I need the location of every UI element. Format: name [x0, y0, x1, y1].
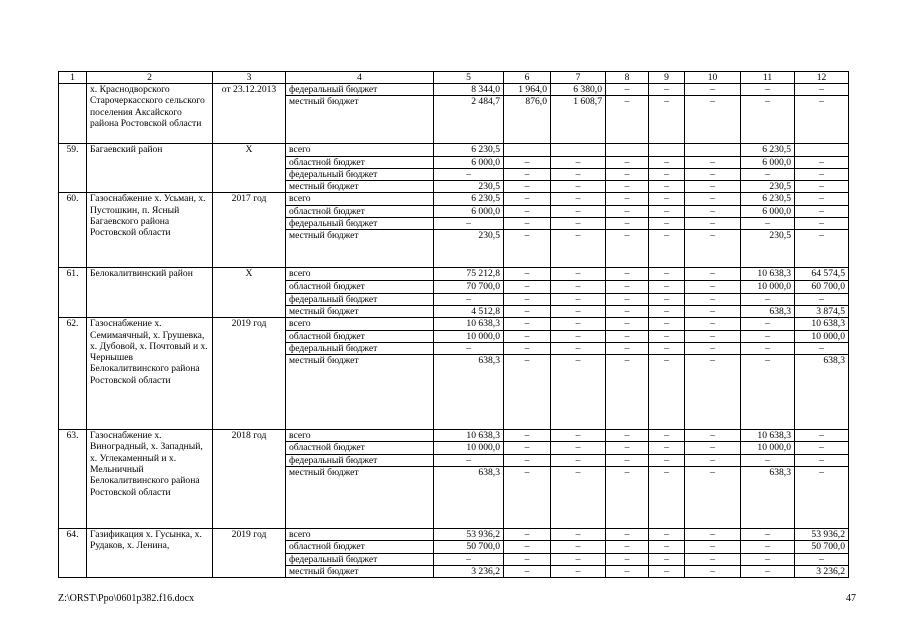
amount-cell: – — [649, 205, 685, 217]
amount-cell: – — [434, 454, 504, 466]
amount-cell: – — [741, 454, 795, 466]
amount-cell: – — [606, 442, 649, 454]
amount-cell: – — [606, 193, 649, 205]
amount-cell: – — [551, 342, 606, 354]
amount-cell — [685, 144, 741, 156]
table-row — [59, 144, 849, 156]
amount-cell: – — [606, 342, 649, 354]
amount-cell: – — [649, 541, 685, 553]
amount-cell: – — [795, 467, 849, 529]
amount-cell: – — [649, 454, 685, 466]
funding-source-label: федеральный бюджет — [286, 168, 434, 180]
amount-cell: – — [551, 430, 606, 442]
amount-cell: 75 212,8 — [434, 268, 504, 281]
table-row — [59, 529, 849, 541]
funding-source-label: всего — [286, 318, 434, 330]
amount-cell: 50 700,0 — [795, 541, 849, 553]
funding-source-label: местный бюджет — [286, 181, 434, 193]
amount-cell: – — [685, 529, 741, 541]
amount-cell: – — [504, 454, 551, 466]
amount-cell: – — [685, 218, 741, 230]
amount-cell: – — [685, 205, 741, 217]
amount-cell: – — [741, 342, 795, 354]
funding-source-label: областной бюджет — [286, 330, 434, 342]
amount-cell — [795, 144, 849, 156]
item-name: Газоснабжение х. Семимаячный, х. Грушевка, х. Дубовой, х. Почтовый и х. Чернышев Белокалитвинского района Ростовской области — [87, 318, 213, 430]
amount-cell: – — [504, 305, 551, 317]
amount-cell: – — [551, 565, 606, 577]
amount-cell: – — [795, 454, 849, 466]
amount-cell: – — [685, 442, 741, 454]
amount-cell: – — [551, 529, 606, 541]
amount-cell: – — [606, 218, 649, 230]
amount-cell: – — [606, 430, 649, 442]
column-number-header: 2 — [87, 72, 213, 84]
amount-cell: 638,3 — [795, 355, 849, 430]
item-name: Газоснабжение х. Виноградный, х. Западный, х. Углекаменный и х. Мельничный Белокалитвинского района Ростовской области — [87, 430, 213, 529]
amount-cell: – — [551, 156, 606, 168]
column-number-header: 10 — [685, 72, 741, 84]
funding-source-label: федеральный бюджет — [286, 553, 434, 565]
amount-cell: 50 700,0 — [434, 541, 504, 553]
amount-cell: – — [606, 168, 649, 180]
amount-cell: – — [741, 529, 795, 541]
amount-cell: 10 638,3 — [434, 430, 504, 442]
amount-cell: 6 230,5 — [741, 193, 795, 205]
amount-cell: – — [649, 293, 685, 305]
amount-cell: – — [741, 84, 795, 96]
amount-cell: – — [504, 230, 551, 268]
column-number-header: 3 — [213, 72, 286, 84]
amount-cell: 1 964,0 — [504, 84, 551, 96]
amount-cell: 6 000,0 — [434, 205, 504, 217]
amount-cell: 638,3 — [434, 355, 504, 430]
amount-cell: 53 936,2 — [795, 529, 849, 541]
item-name: х. Краснодворского Старочеркасского сельского поселения Аксайского района Ростовской области — [87, 84, 213, 144]
amount-cell: – — [551, 454, 606, 466]
amount-cell: – — [685, 318, 741, 330]
amount-cell — [649, 144, 685, 156]
amount-cell: 230,5 — [434, 181, 504, 193]
amount-cell — [551, 144, 606, 156]
column-number-header: 7 — [551, 72, 606, 84]
funding-source-label: федеральный бюджет — [286, 218, 434, 230]
amount-cell: – — [504, 218, 551, 230]
amount-cell: – — [649, 305, 685, 317]
amount-cell: – — [685, 156, 741, 168]
amount-cell: – — [649, 281, 685, 293]
funding-source-label: всего — [286, 529, 434, 541]
funding-source-label: всего — [286, 193, 434, 205]
amount-cell: – — [551, 181, 606, 193]
amount-cell: – — [649, 355, 685, 430]
amount-cell: – — [795, 230, 849, 268]
amount-cell: – — [741, 330, 795, 342]
item-number: 63. — [59, 430, 87, 529]
amount-cell: – — [685, 553, 741, 565]
funding-source-label: федеральный бюджет — [286, 293, 434, 305]
amount-cell: – — [649, 156, 685, 168]
amount-cell: – — [434, 342, 504, 354]
item-number: 60. — [59, 193, 87, 268]
amount-cell: – — [795, 84, 849, 96]
amount-cell: 10 638,3 — [434, 318, 504, 330]
amount-cell: – — [795, 168, 849, 180]
amount-cell: – — [685, 430, 741, 442]
amount-cell: 1 608,7 — [551, 96, 606, 144]
amount-cell: – — [434, 168, 504, 180]
table-row — [59, 430, 849, 442]
amount-cell: 10 000,0 — [434, 330, 504, 342]
funding-source-label: областной бюджет — [286, 442, 434, 454]
amount-cell: 53 936,2 — [434, 529, 504, 541]
funding-source-label: федеральный бюджет — [286, 454, 434, 466]
item-name: Газоснабжение х. Усьман, х. Пустошкин, п. Ясный Багаевского района Ростовской области — [87, 193, 213, 268]
amount-cell: – — [504, 318, 551, 330]
amount-cell: 3 236,2 — [434, 565, 504, 577]
amount-cell: – — [504, 268, 551, 281]
funding-source-label: областной бюджет — [286, 205, 434, 217]
amount-cell: 6 380,0 — [551, 84, 606, 96]
amount-cell: – — [551, 467, 606, 529]
funding-source-label: всего — [286, 430, 434, 442]
amount-cell: – — [685, 293, 741, 305]
amount-cell: 2 484,7 — [434, 96, 504, 144]
amount-cell: – — [649, 467, 685, 529]
amount-cell: 3 236,2 — [795, 565, 849, 577]
amount-cell: – — [606, 467, 649, 529]
amount-cell: – — [795, 553, 849, 565]
amount-cell: – — [741, 293, 795, 305]
amount-cell: – — [685, 454, 741, 466]
column-number-header: 9 — [649, 72, 685, 84]
amount-cell: – — [606, 305, 649, 317]
funding-source-label: местный бюджет — [286, 467, 434, 529]
amount-cell: – — [504, 342, 551, 354]
amount-cell: 10 000,0 — [741, 442, 795, 454]
funding-source-label: областной бюджет — [286, 541, 434, 553]
amount-cell: 6 230,5 — [434, 193, 504, 205]
amount-cell — [606, 144, 649, 156]
amount-cell: – — [434, 293, 504, 305]
amount-cell: – — [685, 342, 741, 354]
amount-cell: – — [649, 268, 685, 281]
amount-cell: – — [551, 553, 606, 565]
amount-cell: – — [685, 541, 741, 553]
amount-cell: – — [685, 467, 741, 529]
amount-cell: – — [504, 156, 551, 168]
amount-cell: – — [649, 330, 685, 342]
funding-source-label: всего — [286, 144, 434, 156]
amount-cell: – — [741, 96, 795, 144]
amount-cell: – — [504, 355, 551, 430]
amount-cell: – — [551, 218, 606, 230]
item-name: Белокалитвинский район — [87, 268, 213, 318]
funding-source-label: федеральный бюджет — [286, 342, 434, 354]
amount-cell: – — [551, 281, 606, 293]
item-number — [59, 84, 87, 144]
column-number-header: 12 — [795, 72, 849, 84]
amount-cell: – — [649, 442, 685, 454]
amount-cell: – — [606, 318, 649, 330]
amount-cell: – — [649, 565, 685, 577]
amount-cell: 10 638,3 — [795, 318, 849, 330]
amount-cell: – — [685, 355, 741, 430]
amount-cell: – — [504, 281, 551, 293]
funding-source-label: федеральный бюджет — [286, 84, 434, 96]
amount-cell: – — [551, 268, 606, 281]
amount-cell: 10 000,0 — [741, 281, 795, 293]
amount-cell: – — [795, 218, 849, 230]
amount-cell: – — [504, 467, 551, 529]
amount-cell: – — [551, 355, 606, 430]
amount-cell: 10 638,3 — [741, 430, 795, 442]
amount-cell: 10 000,0 — [434, 442, 504, 454]
amount-cell: – — [741, 218, 795, 230]
amount-cell: – — [504, 168, 551, 180]
amount-cell: – — [795, 293, 849, 305]
amount-cell: 230,5 — [741, 230, 795, 268]
amount-cell: – — [606, 553, 649, 565]
amount-cell: 3 874,5 — [795, 305, 849, 317]
table-row — [59, 318, 849, 330]
amount-cell: – — [551, 330, 606, 342]
amount-cell: – — [606, 181, 649, 193]
amount-cell: – — [685, 84, 741, 96]
item-date: 2019 год — [213, 318, 286, 430]
amount-cell: – — [795, 156, 849, 168]
budget-table — [58, 71, 849, 578]
amount-cell: – — [649, 96, 685, 144]
amount-cell: – — [551, 293, 606, 305]
column-number-header: 1 — [59, 72, 87, 84]
amount-cell: – — [606, 281, 649, 293]
amount-cell: – — [551, 442, 606, 454]
amount-cell: – — [649, 430, 685, 442]
amount-cell: 6 000,0 — [741, 205, 795, 217]
amount-cell: 10 000,0 — [795, 330, 849, 342]
item-number: 59. — [59, 144, 87, 193]
amount-cell: – — [606, 268, 649, 281]
amount-cell: – — [606, 96, 649, 144]
amount-cell: – — [606, 454, 649, 466]
amount-cell: – — [606, 230, 649, 268]
amount-cell: – — [685, 96, 741, 144]
amount-cell: – — [649, 230, 685, 268]
amount-cell: – — [551, 230, 606, 268]
amount-cell: – — [685, 565, 741, 577]
amount-cell: – — [649, 553, 685, 565]
footer-file-path: Z:\ORST\Ppo\0601p382.f16.docx — [58, 593, 195, 604]
amount-cell: 6 000,0 — [434, 156, 504, 168]
amount-cell: 638,3 — [741, 467, 795, 529]
amount-cell: – — [649, 84, 685, 96]
amount-cell: – — [606, 205, 649, 217]
amount-cell: – — [685, 168, 741, 180]
amount-cell: 60 700,0 — [795, 281, 849, 293]
item-name: Газификация х. Гусынка, х. Рудаков, х. Ленина, — [87, 529, 213, 578]
item-number: 64. — [59, 529, 87, 578]
amount-cell: – — [606, 156, 649, 168]
amount-cell: – — [685, 181, 741, 193]
table-row — [59, 84, 849, 96]
column-number-header: 8 — [606, 72, 649, 84]
column-number-header: 11 — [741, 72, 795, 84]
amount-cell: – — [649, 342, 685, 354]
footer-page-number: 47 — [846, 593, 856, 604]
amount-cell: – — [741, 553, 795, 565]
amount-cell: – — [504, 330, 551, 342]
amount-cell: – — [741, 168, 795, 180]
amount-cell: – — [795, 181, 849, 193]
amount-cell: – — [795, 342, 849, 354]
item-date: 2017 год — [213, 193, 286, 268]
amount-cell: – — [504, 193, 551, 205]
amount-cell: – — [685, 330, 741, 342]
column-number-header: 5 — [434, 72, 504, 84]
table-row — [59, 268, 849, 281]
amount-cell: – — [504, 181, 551, 193]
funding-source-label: местный бюджет — [286, 355, 434, 430]
amount-cell: 876,0 — [504, 96, 551, 144]
amount-cell: 64 574,5 — [795, 268, 849, 281]
item-date: 2018 год — [213, 430, 286, 529]
amount-cell: 70 700,0 — [434, 281, 504, 293]
amount-cell: – — [504, 541, 551, 553]
amount-cell: 8 344,0 — [434, 84, 504, 96]
amount-cell: – — [685, 305, 741, 317]
amount-cell: – — [795, 96, 849, 144]
amount-cell: – — [649, 529, 685, 541]
item-date: Х — [213, 268, 286, 318]
item-date: 2019 год — [213, 529, 286, 578]
amount-cell: – — [795, 193, 849, 205]
amount-cell: – — [551, 305, 606, 317]
funding-source-label: областной бюджет — [286, 156, 434, 168]
amount-cell: – — [606, 355, 649, 430]
amount-cell: – — [551, 541, 606, 553]
amount-cell: – — [504, 293, 551, 305]
amount-cell: – — [504, 529, 551, 541]
amount-cell: – — [741, 318, 795, 330]
amount-cell: – — [649, 193, 685, 205]
funding-source-label: областной бюджет — [286, 281, 434, 293]
amount-cell: – — [795, 442, 849, 454]
amount-cell: – — [606, 541, 649, 553]
amount-cell: 4 512,8 — [434, 305, 504, 317]
amount-cell: – — [606, 565, 649, 577]
amount-cell: – — [795, 430, 849, 442]
item-name: Багаевский район — [87, 144, 213, 193]
amount-cell: – — [504, 205, 551, 217]
amount-cell: 638,3 — [434, 467, 504, 529]
item-date: Х — [213, 144, 286, 193]
amount-cell: – — [504, 565, 551, 577]
item-date: от 23.12.2013 — [213, 84, 286, 144]
amount-cell: – — [741, 541, 795, 553]
amount-cell: – — [685, 281, 741, 293]
amount-cell: – — [434, 218, 504, 230]
amount-cell: – — [551, 318, 606, 330]
amount-cell: 230,5 — [434, 230, 504, 268]
amount-cell: – — [795, 205, 849, 217]
amount-cell: – — [606, 330, 649, 342]
amount-cell: – — [606, 529, 649, 541]
amount-cell: – — [551, 193, 606, 205]
header-row — [59, 72, 849, 84]
amount-cell: – — [606, 84, 649, 96]
funding-source-label: местный бюджет — [286, 96, 434, 144]
funding-source-label: местный бюджет — [286, 230, 434, 268]
amount-cell: 10 638,3 — [741, 268, 795, 281]
column-number-header: 6 — [504, 72, 551, 84]
amount-cell: 638,3 — [741, 305, 795, 317]
amount-cell: – — [606, 293, 649, 305]
amount-cell: – — [551, 205, 606, 217]
amount-cell: – — [649, 218, 685, 230]
amount-cell — [504, 144, 551, 156]
funding-source-label: местный бюджет — [286, 565, 434, 577]
amount-cell: – — [649, 181, 685, 193]
amount-cell: 6 230,5 — [434, 144, 504, 156]
amount-cell: – — [551, 168, 606, 180]
amount-cell: – — [685, 230, 741, 268]
amount-cell: – — [649, 168, 685, 180]
funding-source-label: всего — [286, 268, 434, 281]
item-number: 61. — [59, 268, 87, 318]
amount-cell: 6 000,0 — [741, 156, 795, 168]
amount-cell: – — [685, 268, 741, 281]
amount-cell: – — [741, 565, 795, 577]
funding-source-label: местный бюджет — [286, 305, 434, 317]
amount-cell: – — [685, 193, 741, 205]
table-row — [59, 193, 849, 205]
amount-cell: – — [741, 355, 795, 430]
amount-cell: 6 230,5 — [741, 144, 795, 156]
amount-cell: – — [434, 553, 504, 565]
amount-cell: 230,5 — [741, 181, 795, 193]
amount-cell: – — [504, 430, 551, 442]
amount-cell: – — [504, 553, 551, 565]
column-number-header: 4 — [286, 72, 434, 84]
amount-cell: – — [649, 318, 685, 330]
amount-cell: – — [504, 442, 551, 454]
item-number: 62. — [59, 318, 87, 430]
